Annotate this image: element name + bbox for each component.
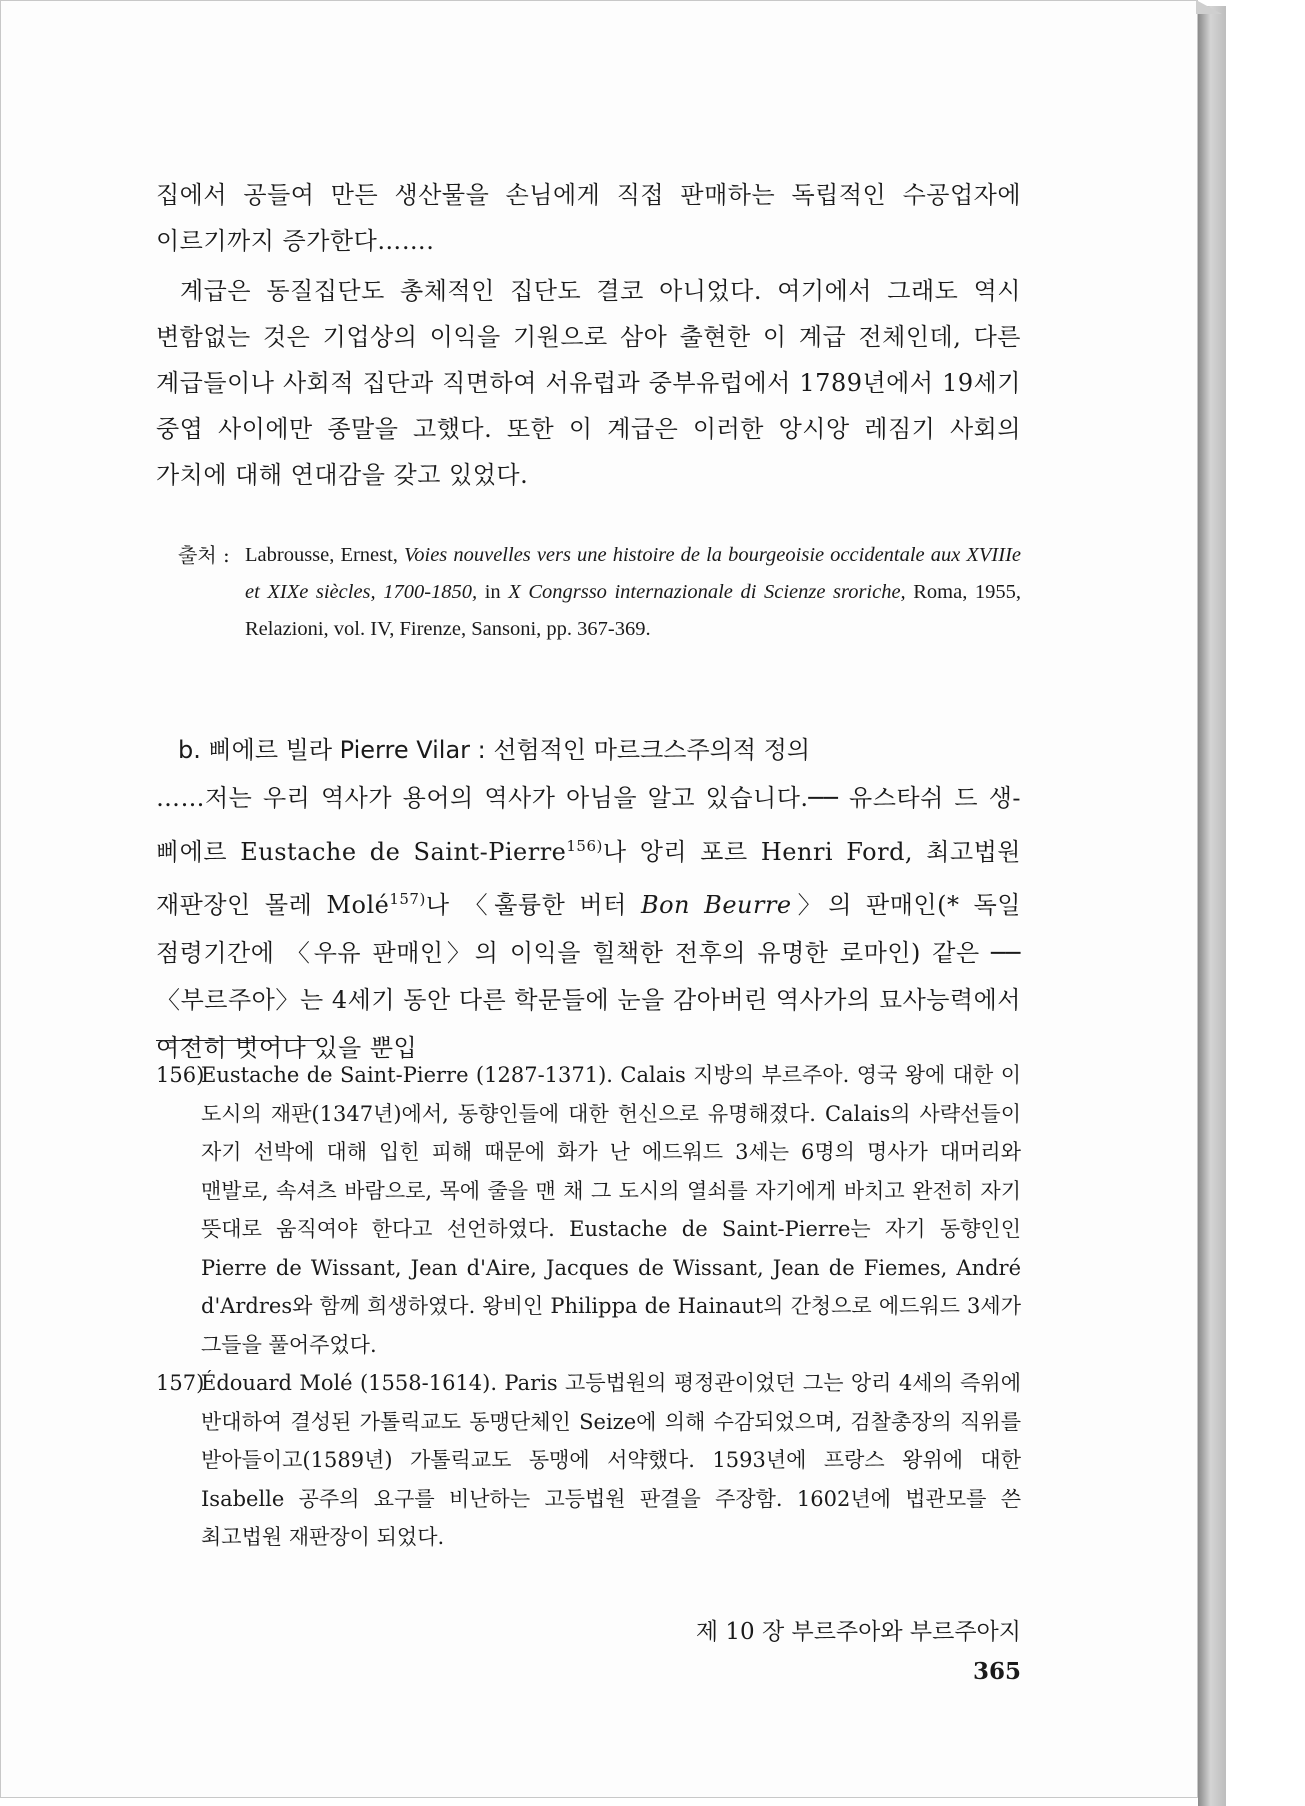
source-title: Voies nouvelles vers une histoire de la bourgeoisie occidentale aux XVIIIe et XIXe siècles, 1700-1850, [245, 544, 1022, 603]
source-authors: Labrousse, Ernest, [245, 544, 398, 566]
footnote-ref-156[interactable]: 156) [566, 836, 603, 855]
footnote-text: Eustache de Saint-Pierre (1287-1371). Calais 지방의 부르주아. 영국 왕에 대한 이 도시의 재판(1347년)에서, 동향인들에 대한 헌신으로 유명해졌다. Calais의 사략선들이 자기 선박에 대해 입힌 피해 때문에 화가 난 에드워드 3세는 6명의 명사가 대머리와 맨발로, 속셔츠 바람으로, 목에 줄을 맨 채 그 도시의 열쇠를 자기에게 바치고 완전히 자기 뜻대로 움직여야 한다고 선언하였다. Eustache de Saint-Pierre는 자기 동향인인 Pierre de Wissant, Jean d'Aire, Jacques de Wissant, Jean de Fiemes, André d'Ardres와 함께 희생하였다. 왕비인 Philippa de Hainaut의 간청으로 에드워드 3세가 그들을 풀어주었다. [201, 1063, 1021, 1357]
chapter-title: 제 10 장 부르주아와 부르주아지 [695, 1619, 1021, 1645]
footnote-text: Édouard Molé (1558-1614). Paris 고등법원의 평정관이었던 그는 앙리 4세의 즉위에 반대하여 결성된 가톨릭교도 동맹단체인 Seize에 의해 수감되었으며, 검찰총장의 직위를 받아들이고(1589년) 가톨릭교도 동맹에 서약했다. 1593년에 프랑스 왕위에 대한 Isabelle 공주의 요구를 비난하는 고등법원 판결을 주장함. 1602년에 법관모를 쓴 최고법원 재판장이 되었다. [201, 1371, 1021, 1549]
footnote-ref-157[interactable]: 157) [389, 890, 426, 908]
paragraph-3-part2: 나 앙리 포르 Henri Ford, 최고법원 재판장인 몰레 Molé [156, 837, 1021, 919]
paragraph-2: 계급은 동질집단도 총체적인 집단도 결코 아니었다. 여기에서 그래도 역시 변함없는 것은 기업상의 이익을 기원으로 삼아 출현한 이 계급 전체인데, 다른 계급들이나 사회적 집단과 직면하여 서유럽과 중부유럽에서 1789년에서 19세기 중엽 사이에만 종말을 고했다. 또한 이 계급은 이러한 앙시앙 레짐기 사회의 가치에 대해 연대감을 갖고 있었다. [156, 277, 1021, 489]
page-corner-fold [1196, 0, 1222, 14]
footnote-number: 157) [156, 1371, 205, 1395]
source-proceedings: X Congrsso internazionale di Scienze sroriche, [508, 581, 906, 603]
footnote-divider [156, 1040, 320, 1041]
footnote-156 [156, 1056, 1021, 1364]
source-label: 출처 : [178, 543, 230, 567]
page-number: 365 [972, 1658, 1021, 1685]
source-in: in [484, 581, 501, 603]
source-citation [178, 537, 1021, 648]
paragraph-3 [156, 775, 1021, 1072]
main-text [156, 172, 1021, 498]
paragraph-3-part3: 나 〈훌륭한 버터 [425, 891, 641, 919]
source-details: Roma, 1955, Relazioni, vol. IV, Firenze, Sansoni, pp. 367-369. [245, 581, 1022, 640]
page-edge-shadow [1198, 6, 1226, 1806]
paragraph-3-part1: ……저는 우리 역사가 용어의 역사가 아님을 알고 있습니다.── 유스타쉬 드 생-삐에르 Eustache de Saint-Pierre [156, 784, 1021, 866]
paragraph-1: 집에서 공들여 만든 생산물을 손님에게 직접 판매하는 독립적인 수공업자에 이르기까지 증가한다……. [156, 181, 1021, 255]
paragraph-3-part4: 〉의 판매인(* 독일 점령기간에 〈우유 판매인〉의 이익을 힐책한 전후의 유명한 로마인) 같은 ── 〈부르주아〉는 4세기 동안 다른 학문들에 눈을 감아버린 역사가의 묘사능력에서 여전히 벗어나 있을 뿐입 [156, 891, 1021, 1062]
main-text-2 [156, 775, 1021, 1072]
footnote-157 [156, 1364, 1021, 1557]
footnotes [156, 1056, 1021, 1557]
running-footer [660, 1612, 1021, 1692]
section-heading: b. 삐에르 빌라 Pierre Vilar : 선험적인 마르크스주의적 정의 [178, 736, 811, 764]
paragraph-3-italic: Bon Beurre [640, 891, 792, 919]
footnote-number: 156) [156, 1063, 205, 1087]
